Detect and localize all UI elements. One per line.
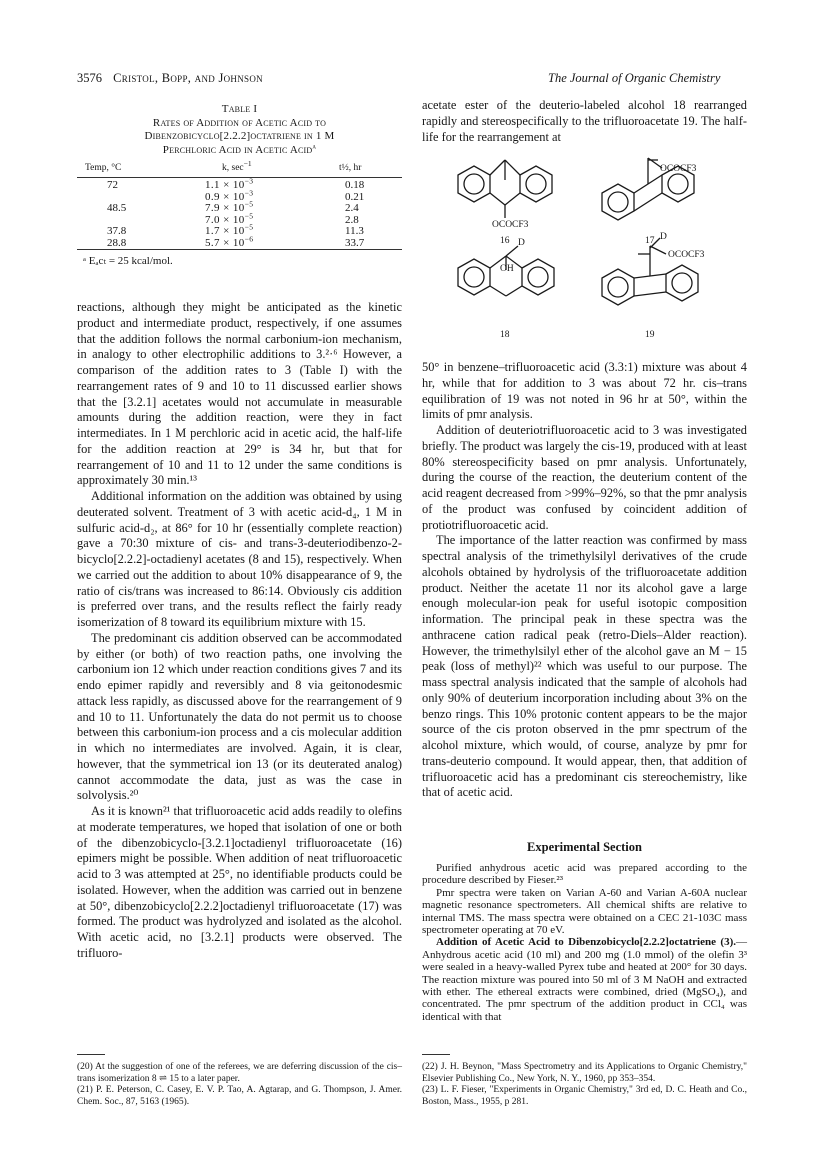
table-cell-thalf: 0.21 bbox=[345, 190, 365, 203]
experimental-text bbox=[422, 862, 747, 1023]
table-title-line-2: Dibenzobicyclo[2.2.2]octatriene in 1 M bbox=[144, 130, 335, 142]
table-cell-thalf: 2.8 bbox=[345, 213, 359, 226]
footnote: (20) At the suggestion of one of the referees, we are deferring discussion of the cis–trans isomerization 8 ⇌ 15 to a later paper. bbox=[77, 1062, 402, 1084]
table-cell-thalf: 11.3 bbox=[345, 225, 364, 237]
table-row bbox=[77, 176, 402, 191]
substituent-ococf3-16: OCOCF3 bbox=[492, 220, 529, 230]
structure-label-17: 17 bbox=[645, 236, 655, 246]
substituent-d-18: D bbox=[518, 238, 525, 248]
footnote: (21) P. E. Peterson, C. Casey, E. V. P. Tao, A. Agtarap, and G. Thompson, J. Amer. Chem. Soc., 87, 5163 (1965). bbox=[77, 1085, 402, 1107]
paragraph: The importance of the latter reaction was confirmed by mass spectral analysis of the trimethylsilyl derivatives of the crude alcohols obtained by hydrolysis of the trifluoroacetate addition product. Neither the acetate 11 nor its alcohol gave a large enough molecular-ion peak for useful isotopic composition information. The principal peak in these spectra was the anthracene cation radical peak (retro-Diels–Alder reaction). However, the trimethylsilyl ether of the alcohol gave an M − 15 peak (loss of methyl)²² which was useful to our purpose. The mass spectral analysis indicated that the sample of alcohols had only 90% of deuterium incorporation including about 3% on the benzo rings. This 10% protonic content appears to be the major source of the cis proton observed in the pmr spectrum of the alcohol mixture, which would, of course, analyze by pmr for trans-deuterio compound. It would appear, then, that addition of trifluoroacetic acid has a predominant cis stereochemistry, like that of acetic acid. bbox=[422, 533, 747, 800]
table-header-row bbox=[77, 158, 402, 176]
table-header-k-exp: −1 bbox=[243, 158, 252, 168]
table-cell-k-mantissa: 1.1 × 10 bbox=[205, 179, 245, 191]
footnotes-right bbox=[422, 1062, 747, 1108]
table-row bbox=[77, 210, 402, 226]
table-footnote: ᵃ Eₐcₜ = 25 kcal/mol. bbox=[83, 255, 173, 267]
footnote-rule-right bbox=[422, 1054, 450, 1055]
right-column-top-text bbox=[422, 98, 747, 145]
table-cell-k-mantissa: 5.7 × 10 bbox=[205, 236, 245, 249]
table-cell-k-exp: −3 bbox=[244, 176, 254, 186]
table-cell-thalf: 2.4 bbox=[345, 202, 359, 214]
table-cell-temp: 72 bbox=[107, 179, 118, 191]
table-header-k-text: k, sec bbox=[222, 163, 244, 173]
footnote-rule-left bbox=[77, 1054, 105, 1055]
substituent-oh-18: OH bbox=[500, 264, 514, 274]
table-cell-k-mantissa: 1.7 × 10 bbox=[205, 225, 245, 237]
structure-label-19: 19 bbox=[645, 330, 655, 340]
page-number: 3576 bbox=[77, 71, 102, 85]
table-label: Table I bbox=[221, 103, 258, 115]
paragraph: Purified anhydrous acetic acid was prepared according to the procedure described by Fieser.²³ bbox=[422, 862, 747, 887]
table-cell-thalf: 33.7 bbox=[345, 236, 365, 249]
paragraph: 50° in benzene–trifluoroacetic acid (3.3:1) mixture was about 4 hr, while that for addition to 3 was about 72 hr. cis–trans equilibration of 19 was not noted in 96 hr at 50°, within the limits of pmr analysis. bbox=[422, 360, 747, 422]
paragraph: acetate ester of the deuterio-labeled alcohol 18 rearranged rapidly and stereospecifically to the trifluoroacetate 19. The half-life for the rearrangement at bbox=[422, 98, 747, 144]
structure-16 bbox=[458, 160, 552, 218]
substituent-d-19: D bbox=[660, 232, 667, 242]
table-cell-k-exp: −3 bbox=[244, 187, 254, 197]
running-header-left bbox=[77, 71, 263, 86]
table-cell-thalf: 0.18 bbox=[345, 179, 365, 191]
table-header-thalf: t½, hr bbox=[339, 163, 362, 173]
table-row bbox=[77, 187, 402, 203]
paragraph: As it is known²¹ that trifluoroacetic acid adds readily to olefins at moderate temperatures, we hoped that isolation of one or both of the dibenzobicyclo-[3.2.1]octadienyl trifluoroacetate (16) epimers might be possible. When addition of neat trifluoroacetic acid to 3 was attempted at 25°, no identifiable products could be isolated. However, when the addition was carried out in benzene at 50°, dibenzobicyclo[2.2.2]octadienyl trifluoroacetate (17) was formed. The product was hydrolyzed and isolated as the alcohol. With acetic acid, no [3.2.1] products were observed. The trifluoro- bbox=[77, 804, 402, 960]
table-rule-bottom bbox=[77, 249, 402, 250]
table-body bbox=[77, 176, 402, 249]
table-rule bbox=[77, 177, 402, 178]
experimental-subhead: Addition of Acetic Acid to Dibenzobicyclo[2.2.2]octatriene (3). bbox=[436, 936, 736, 949]
structure-19 bbox=[602, 238, 698, 305]
footnote: (23) L. F. Fieser, "Experiments in Organic Chemistry," 3rd ed, D. C. Heath and Co., Boston, Mass., 1955, p 281. bbox=[422, 1085, 747, 1107]
footnotes-left bbox=[77, 1062, 402, 1108]
table-cell-k-exp: −5 bbox=[244, 222, 254, 232]
experimental-subhead-text: —Anhydrous acetic acid (10 ml) and 200 mg (1.0 mmol) of the olefin 3³ were sealed in a heavy-walled Pyrex tube and heated at 200° for 30 days. The reaction mixture was poured into 50 ml of 3 M NaOH and extracted with ether. The ethereal extracts were combined, dried (MgSO₄), and concentrated. The pmr spectrum of the addition product in CCl₄ was identical with that bbox=[422, 936, 747, 1023]
paragraph: The predominant cis addition observed can be accommodated by either (or both) of two reaction paths, one involving the carbonium ion 12 which under reaction conditions gives 7 and its endo epimer rapidly and reversibly and 8 via geitonodesmic attack less rapidly, as discussed above for the rearrangement of 9 and 10 to 11. Unfortunately the data do not permit us to choose between this carbonium-ion process and a cis molecular addition in which no intermediates are involved. Again, it is clear, however, that the symmetrical ion 13 (or its deuterated analog) cannot accommodate the data, just as was the case in solvolysis.²⁰ bbox=[77, 630, 402, 803]
table-title-line-3 bbox=[77, 140, 402, 158]
table-row bbox=[77, 222, 402, 237]
table-cell-k-mantissa: 0.9 × 10 bbox=[205, 190, 245, 203]
table-cell-temp: 48.5 bbox=[107, 202, 127, 214]
paragraph: reactions, although they might be anticipated as the kinetic product and intermediate product, respectively, if one assumes that the addition follows the normal carbonium-ion mechanism, in analogy to other electrophilic additions to 3.²·⁶ However, a comparison of the addition rates to 3 (Table I) with the rearrangement rates of 9 and 10 to 11 discussed earlier shows that the [3.2.1] acetates would not accumulate in measurable amounts during the addition reaction, were they in fact intermediates. In 1 M perchloric acid in acetic acid, the half-life for the addition reaction at 29° is 34 hr, but that for rearrangement of 10 and 11 to 12 under the same conditions is approximately 30 min.¹³ bbox=[77, 300, 402, 488]
paragraph: Addition of deuteriotrifluoroacetic acid to 3 was investigated briefly. The product was largely the cis-19, produced with at least 80% stereospecificity based on pmr analysis. Unfortunately, during the course of the reaction, the deuterium content of the acid reagent decreased from >99%–92%, so that the pmr analysis of the product was confused by coincident addition of protiotrifluoroacetic acid. bbox=[422, 423, 747, 532]
footnote: (22) J. H. Beynon, "Mass Spectrometry and its Applications to Organic Chemistry," Elsevier Publishing Co., New York, N. Y., 1960, pp 353–354. bbox=[422, 1062, 747, 1084]
paragraph: Additional information on the addition was obtained by using deuterated solvent. Treatment of 3 with acetic acid-d₄, 1 M in sulfuric acid-d₂, at 86° for 10 hr (essentially complete reaction) gave a 70:30 mixture of cis- and trans-3-deuteriodibenzo-2-bicyclo[2.2.2]-octadienyl acetates (8 and 15), respectively. When we carried out the addition to about 10% disappearance of 9, the ratio of cis/trans was increased to 86:14. Obviously cis addition is preferred over trans, and the results reflect the fairly ready isomerization of 8 toward its equilibrium mixture with 15. bbox=[77, 489, 402, 629]
substituent-ococf3-19: OCOCF3 bbox=[668, 250, 705, 260]
table-row bbox=[77, 233, 402, 249]
chemical-structures-figure bbox=[430, 150, 750, 350]
table-title-line-1: Rates of Addition of Acetic Acid to bbox=[152, 116, 327, 129]
table-cell-k-mantissa: 7.9 × 10 bbox=[205, 202, 245, 214]
paragraph bbox=[422, 936, 747, 1023]
table-cell-k bbox=[205, 233, 254, 249]
structure-label-18: 18 bbox=[500, 330, 510, 340]
structure-label-16: 16 bbox=[500, 236, 510, 246]
journal-title: The Journal of Organic Chemistry bbox=[548, 71, 721, 85]
table-header-temp: Temp, °C bbox=[85, 163, 122, 173]
table-cell-k-exp: −6 bbox=[244, 233, 254, 243]
running-authors: Cristol, Bopp, and Johnson bbox=[113, 71, 263, 85]
table-row bbox=[77, 199, 402, 214]
experimental-heading: Experimental Section bbox=[527, 840, 642, 854]
table-title-footnote-mark: a bbox=[312, 140, 317, 150]
table-rates bbox=[77, 103, 402, 267]
table-cell-k-mantissa: 7.0 × 10 bbox=[205, 213, 245, 226]
table-cell-temp: 37.8 bbox=[107, 225, 127, 237]
table-cell-temp: 28.8 bbox=[107, 236, 127, 249]
paragraph: Pmr spectra were taken on Varian A-60 and Varian A-60A nuclear magnetic resonance spectrometers. All chemical shifts are relative to internal TMS. The mass spectra were obtained on a CEC 21-103C mass spectrometer operating at 70 eV. bbox=[422, 886, 747, 937]
table-header-k bbox=[222, 158, 252, 173]
right-column-text bbox=[422, 360, 747, 801]
substituent-ococf3-17: OCOCF3 bbox=[660, 164, 697, 174]
table-title-line-3-text: Perchloric Acid in Acetic Acid bbox=[162, 143, 313, 156]
table-cell-k-exp: −5 bbox=[244, 210, 254, 220]
table-cell-k-exp: −5 bbox=[244, 199, 254, 209]
left-column-text bbox=[77, 300, 402, 962]
